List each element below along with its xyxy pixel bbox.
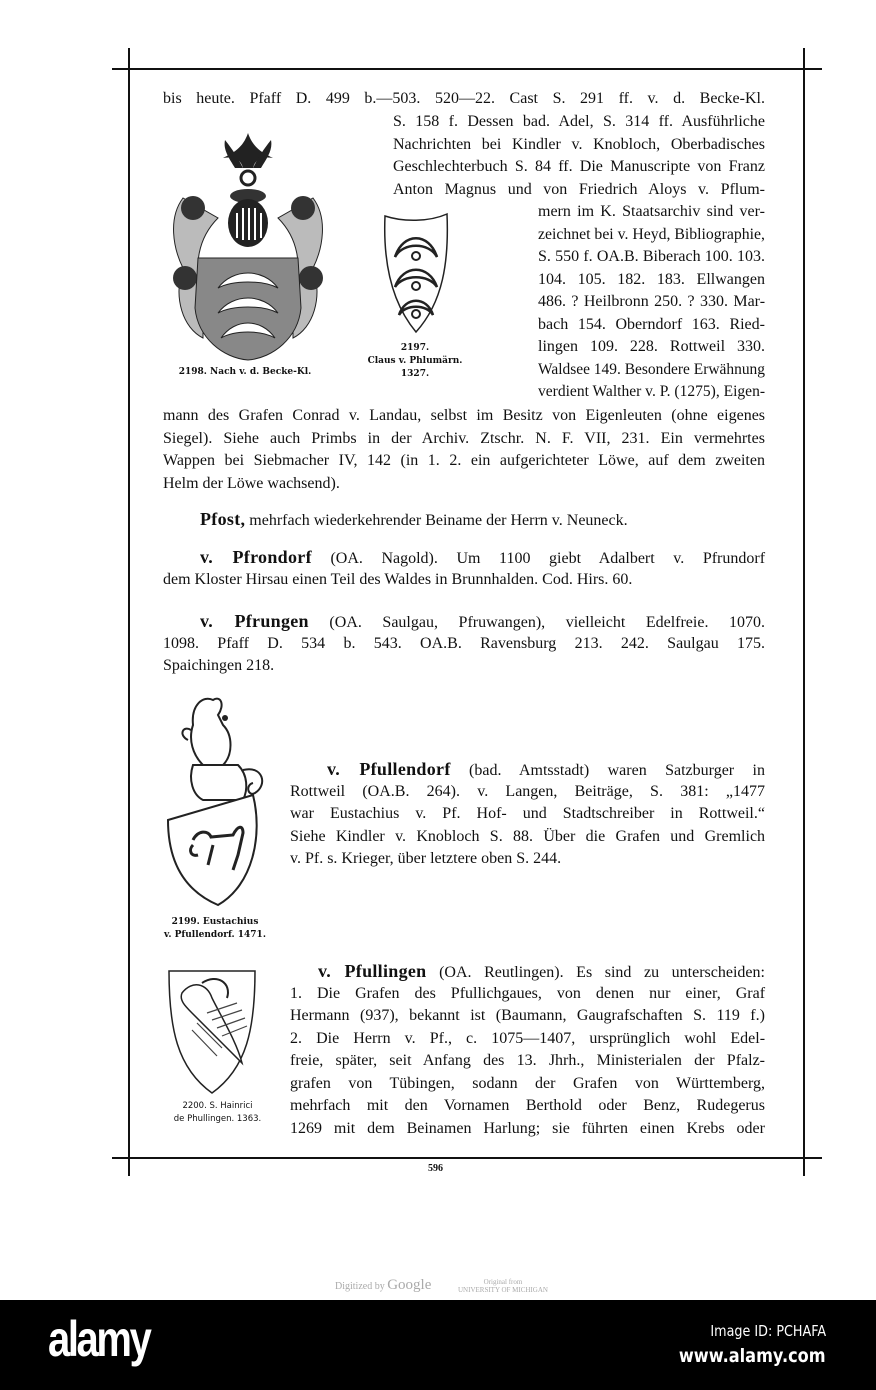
shield-2197-image — [383, 212, 449, 334]
text-line: Geschlechterbuch S. 84 ff. Die Manuscripte von Franz — [393, 158, 765, 175]
text-line: dem Kloster Hirsau einen Teil des Waldes in Brunnhalden. Cod. Hirs. 60. — [163, 570, 633, 588]
entry-pfrungen-heading: Pfrungen — [234, 611, 309, 631]
text-line: 1269 mit dem Beinamen Harlung; sie führten einen Krebs oder — [290, 1119, 765, 1137]
digitized-by-google — [335, 1277, 431, 1294]
text-line: bach 154. Oberndorf 163. Ried- — [538, 315, 765, 333]
watermark-url: www.alamy.com — [679, 1345, 826, 1367]
text-line — [163, 546, 765, 569]
text-line: Siehe Kindler v. Knobloch S. 88. Über die Grafen und Gremlich — [290, 827, 766, 845]
figure-2199-caption — [150, 916, 280, 942]
text-line: 1098. Pfaff D. 534 b. 543. OA.B. Ravensburg 213. 242. Saulgau 175. — [163, 634, 766, 652]
text-line: Wappen bei Siebmacher IV, 142 (in 1. 2. ein aufgerichteter Löwe, auf dem zweiten — [163, 452, 765, 469]
digitized-prefix: Digitized by — [335, 1281, 385, 1292]
bottom-rule — [112, 1157, 822, 1159]
entry-pfost-text: mehrfach wiederkehrender Beiname der Herrn v. Neuneck. — [245, 512, 628, 529]
intro-narrow-block — [538, 201, 765, 404]
figure-2200-caption — [150, 1100, 285, 1126]
entry-pfullendorf — [290, 758, 765, 871]
text-line: v. Pf. s. Krieger, über letztere oben S. 244. — [290, 850, 562, 867]
figure-2197-name: Claus v. Phlumärn. — [367, 356, 463, 366]
text-line — [290, 758, 765, 781]
entry-pfullingen-heading: Pfullingen — [344, 961, 427, 981]
figure-2197-number: 2197. — [400, 343, 430, 353]
text-line: Anton Magnus und von Friedrich Aloys v. Pflum- — [393, 180, 766, 198]
text-line: Siegel). Siehe auch Primbs in der Archiv. Ztschr. N. F. VII, 231. Ein vermehrtes — [163, 429, 765, 447]
figure-2198-caption: 2198. Nach v. d. Becke-Kl. — [178, 367, 312, 377]
text-line: 1. Die Grafen des Pfullichgaues, von denen nur einer, Graf — [290, 984, 766, 1002]
text-line: bis heute. Pfaff D. 499 b.—503. 520—22. Cast S. 291 ff. v. d. Becke-Kl. — [163, 90, 765, 107]
entry-text: (OA. Reutlingen). Es sind zu unterscheiden: — [426, 964, 765, 981]
figure-2199-line-2: v. Pfullendorf. 1471. — [164, 930, 266, 940]
coat-of-arms-2199-image — [163, 685, 273, 910]
text-line: Rottweil (OA.B. 264). v. Langen, Beiträge, S. 381: „1477 — [290, 782, 765, 800]
figure-2200-line-2: de Phullingen. 1363. — [173, 1114, 262, 1124]
original-from-line-1: Original from — [483, 1278, 523, 1286]
text-line: Hermann (937), bekannt ist (Baumann, Gaugrafschaften S. 119 f.) — [290, 1007, 765, 1024]
text-line — [163, 610, 765, 633]
intro-mid-block — [393, 111, 765, 201]
text-line — [290, 960, 765, 983]
text-line: mern im K. Staatsarchiv sind ver- — [538, 203, 765, 220]
text-line: 2. Die Herrn v. Pf., c. 1075—1407, ursprünglich wohl Edel- — [290, 1029, 766, 1047]
text-line: mehrfach mit den Vornamen Berthold oder Benz, Rudegerus — [290, 1097, 765, 1114]
text-line: mann des Grafen Conrad v. Landau, selbst im Besitz von Eigenleuten (ohne eigenes — [163, 407, 766, 424]
google-brand: Google — [387, 1277, 432, 1293]
entry-pfullendorf-heading: Pfullendorf — [359, 759, 451, 779]
page-number: 596 — [428, 1163, 443, 1174]
entry-pfrondorf — [163, 546, 765, 591]
text-line: Waldsee 149. Besondere Erwähnung — [538, 360, 766, 378]
figure-2199-line-1: 2199. Eustachius — [171, 917, 259, 927]
text-line: Spaichingen 218. — [163, 657, 275, 674]
text-line: Nachrichten bei Kindler v. Knobloch, Oberbadisches — [393, 135, 766, 153]
text-line: lingen 109. 228. Rottweil 330. — [538, 338, 765, 355]
entry-pfost — [200, 508, 765, 531]
figure-2200-line-1: 2200. S. Hainrici — [182, 1101, 253, 1111]
text-line: S. 158 f. Dessen bad. Adel, S. 314 ff. Ausführliche — [393, 113, 766, 130]
shield-2200-image — [167, 968, 257, 1096]
figure-2197-caption — [365, 342, 465, 381]
entry-prefix: v. — [318, 961, 345, 981]
text-line: verdient Walther v. P. (1275), Eigen- — [538, 383, 766, 400]
text-line: Helm der Löwe wachsend). — [163, 474, 340, 492]
coat-of-arms-2198-image — [163, 128, 333, 363]
figure-2197-year: 1327. — [400, 369, 430, 379]
top-rule — [112, 68, 822, 70]
entry-prefix: v. — [200, 547, 233, 567]
entry-pfrondorf-heading: Pfrondorf — [232, 547, 312, 567]
original-from — [458, 1278, 548, 1294]
text-line: S. 550 f. OA.B. Biberach 100. 103. — [538, 248, 766, 265]
text-line: grafen von Tübingen, sodann der Grafen von Württemberg, — [290, 1074, 766, 1092]
entry-pfrungen — [163, 610, 765, 678]
intro-full-block — [163, 405, 765, 495]
entry-text: (bad. Amtsstadt) waren Satzburger in — [450, 762, 765, 779]
text-line: 104. 105. 182. 183. Ellwangen — [538, 270, 765, 288]
entry-prefix: v. — [200, 611, 235, 631]
text-line: 486. ? Heilbronn 250. ? 330. Mar- — [538, 293, 766, 310]
right-rule — [803, 48, 805, 1176]
text-line: zeichnet bei v. Heyd, Bibliographie, — [538, 225, 765, 243]
text-line: freie, später, seit Anfang des 13. Jhrh., Ministerialen der Pfalz- — [290, 1052, 765, 1069]
entry-text: (OA. Saulgau, Pfruwangen), vielleicht Edelfreie. 1070. — [308, 614, 766, 631]
text-line — [200, 508, 765, 531]
original-from-line-2: UNIVERSITY OF MICHIGAN — [458, 1286, 548, 1294]
image-id: Image ID: PCHAFA — [710, 1322, 826, 1340]
left-rule — [128, 48, 130, 1176]
alamy-logo: alamy — [48, 1311, 150, 1367]
entry-text: (OA. Nagold). Um 1100 giebt Adalbert v. Pfrundorf — [311, 550, 766, 567]
text-line: war Eustachius v. Pf. Hof- und Stadtschreiber in Rottweil.“ — [290, 805, 765, 822]
entry-pfullingen — [290, 960, 765, 1140]
entry-pfost-heading: Pfost, — [200, 509, 246, 529]
entry-prefix: v. — [327, 759, 360, 779]
intro-line-1 — [163, 88, 765, 111]
